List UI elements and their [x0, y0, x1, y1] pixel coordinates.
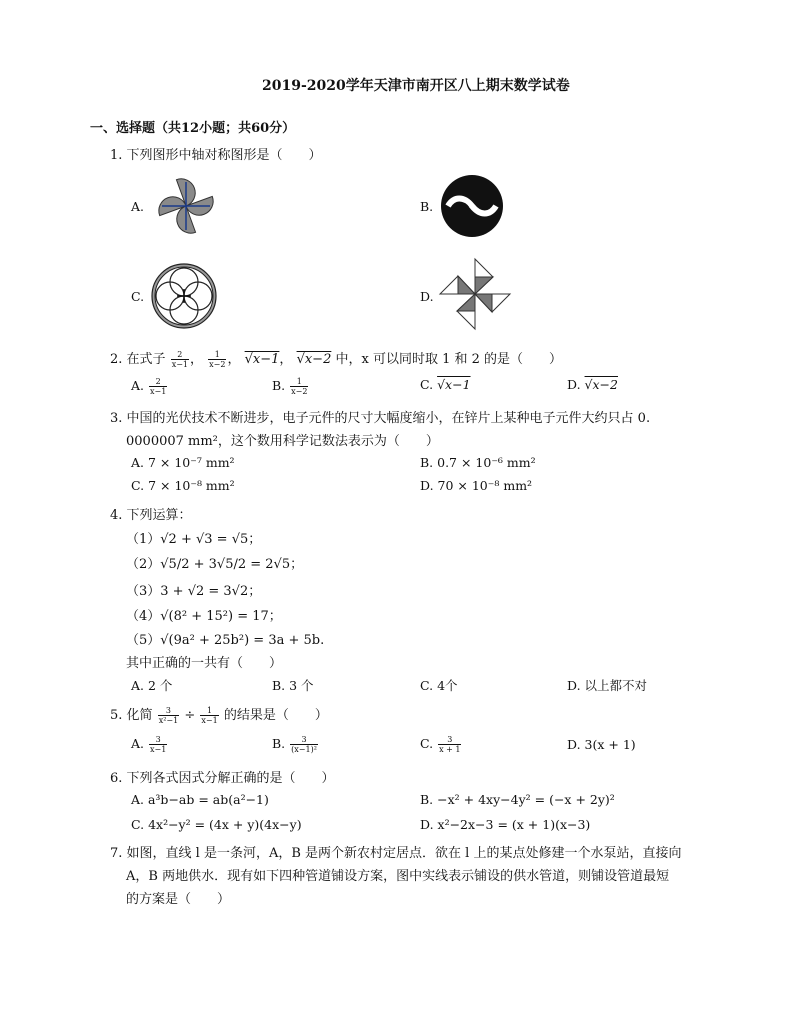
q2-option-b: B. $\frac{1}{x-2}$	[272, 377, 308, 396]
q2-expr4: √x−2	[296, 352, 332, 367]
q5-option-d: D. 3(x + 1)	[567, 737, 636, 752]
page-title: 2019-2020学年天津市南开区八上期末数学试卷	[262, 78, 570, 94]
q2-option-d: D. √x−2	[567, 377, 618, 392]
q3-option-c: C. 7 × 10⁻⁸ mm²	[131, 478, 235, 493]
flower-circle-figure-c	[148, 261, 220, 331]
q1-label-d: D.	[420, 289, 434, 304]
q2-expr1: $\frac{2}{x-1}$	[171, 350, 188, 369]
q5-option-b: B. $\frac{3}{\text{(x−1)²}}$	[272, 735, 317, 754]
q1-label-a: A.	[131, 199, 145, 214]
pinwheel-figure-a	[148, 172, 224, 240]
q5-frac2: $\frac{1}{x-1}$	[201, 706, 218, 725]
triangle-pinwheel-figure-d	[436, 255, 514, 333]
q3-line1: 3. 中国的光伏技术不断进步，电子元件的尺寸大幅度缩小，在锌片上某种电子元件大约只占 0.	[110, 411, 651, 426]
q7-line2: A，B 两地供水．现有如下四种管道铺设方案，图中实线表示铺设的供水管道，则铺设管道最短	[126, 869, 670, 884]
q2-option-c: C. √x−1	[420, 377, 471, 392]
q6-option-a: A. a³b−ab = ab(a²−1)	[131, 792, 269, 807]
q6-option-b: B. −x² + 4xy−4y² = (−x + 2y)²	[420, 792, 615, 807]
q4-item-1: （1）√2 + √3 = √5；	[126, 532, 262, 547]
q4-option-c: C. 4个	[420, 678, 458, 693]
q4-stem: 4. 下列运算：	[110, 508, 192, 523]
q2-expr2: $\frac{1}{x-2}$	[209, 350, 226, 369]
q5-frac1: $\frac{3}{\text{x²−1}}$	[158, 706, 179, 725]
q4-option-a: A. 2 个	[131, 678, 173, 693]
q4-option-d: D. 以上都不对	[567, 678, 648, 693]
q3-option-d: D. 70 × 10⁻⁸ mm²	[420, 478, 533, 493]
q3-option-b: B. 0.7 × 10⁻⁶ mm²	[420, 455, 536, 470]
q7-line3: 的方案是（ ）	[126, 892, 231, 907]
q3-option-a: A. 7 × 10⁻⁷ mm²	[131, 455, 235, 470]
q4-option-b: B. 3 个	[272, 678, 314, 693]
q5-option-a: A. $\frac{3}{x-1}$	[131, 735, 167, 754]
q1-stem: 1. 下列图形中轴对称图形是（ ）	[110, 148, 322, 163]
q6-option-c: C. 4x²−y² = (4x + y)(4x−y)	[131, 817, 302, 832]
q5-stem: 5. 化简 $\frac{3}{\text{x²−1}}$ ÷ $\frac{1}{x-1}$ 的结果是（ ）	[110, 706, 328, 725]
q6-option-d: D. x²−2x−3 = (x + 1)(x−3)	[420, 817, 591, 832]
q2-expr3: √x−1	[244, 352, 280, 367]
q1-label-c: C.	[131, 289, 145, 304]
wave-circle-figure-b	[438, 172, 506, 240]
q6-stem: 6. 下列各式因式分解正确的是（ ）	[110, 771, 335, 786]
q1-label-b: B.	[420, 199, 434, 214]
q4-item-2: （2）√5/2 + 3√5/2 = 2√5；	[126, 557, 304, 572]
q4-item-3: （3）3 + √2 = 3√2；	[126, 584, 262, 599]
q2-stem: 2. 在式子 $\frac{2}{x-1}$ ， $\frac{1}{x-2}$ ， √x−1， √x−2 中，x 可以同时取 1 和 2 的是（ ）	[110, 350, 563, 369]
q7-line1: 7. 如图，直线 l 是一条河，A，B 是两个新农村定居点．欲在 l 上的某点处修建一个水泵站，直接向	[110, 846, 682, 861]
q2-option-a: A. $\frac{2}{x-1}$	[131, 377, 167, 396]
q4-item-4: （4）√(8² + 15²) = 17；	[126, 609, 282, 624]
q3-line2: 0000007 mm²，这个数用科学记数法表示为（ ）	[126, 434, 439, 449]
q4-ask: 其中正确的一共有（ ）	[126, 656, 283, 671]
q4-item-5: （5）√(9a² + 25b²) = 3a + 5b.	[126, 633, 325, 648]
section-heading: 一、选择题（共12小题；共60分）	[90, 121, 296, 136]
q5-option-c: C. $\frac{3}{x + 1}$	[420, 735, 461, 754]
